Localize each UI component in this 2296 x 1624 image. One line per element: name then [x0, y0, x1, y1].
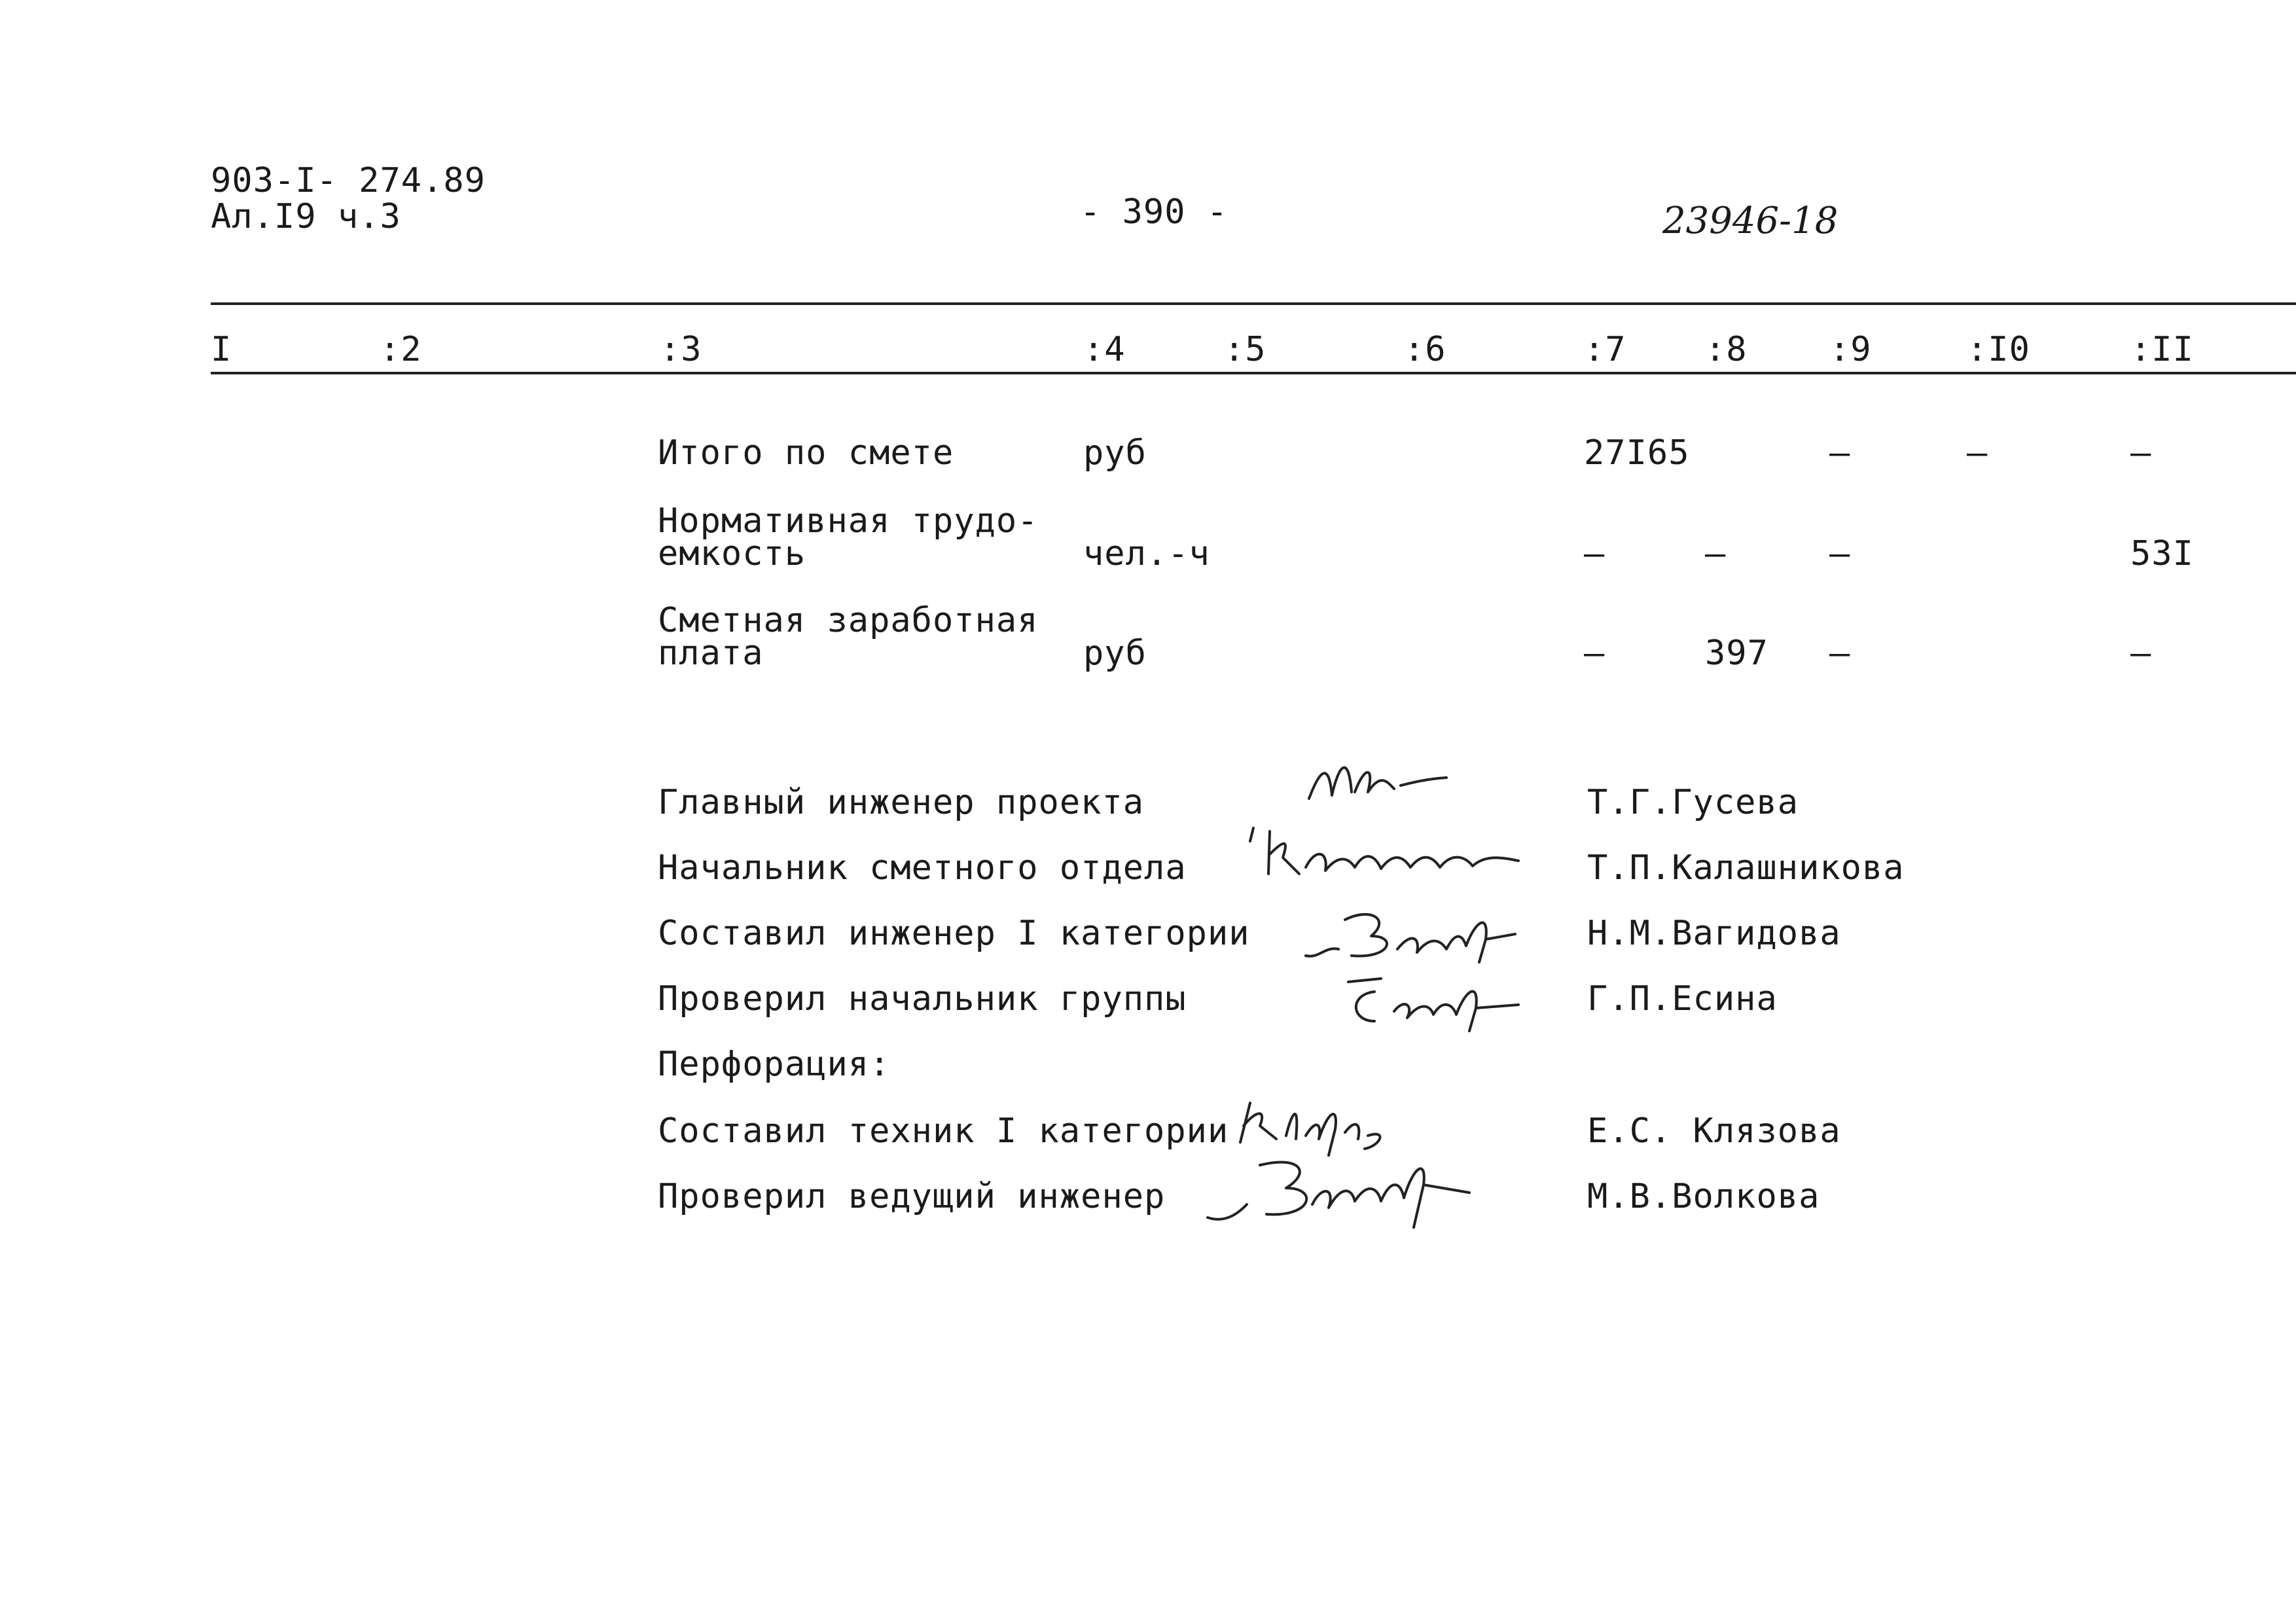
table-header-rule — [211, 372, 2296, 374]
row-label-continued: плата — [658, 634, 764, 673]
signature-name: М.В.Волкова — [1587, 1177, 1820, 1216]
signature-name: Е.С. Клязова — [1587, 1111, 1841, 1151]
row-label: Итого по смете — [658, 433, 954, 473]
signature-role: Начальник сметного отдела — [658, 848, 1187, 888]
column-header-8: :8 — [1705, 330, 1748, 369]
perforation-label: Перфорация: — [658, 1045, 891, 1084]
row-label: Нормативная трудо- — [658, 501, 1039, 541]
handwritten-signature — [1302, 746, 1473, 818]
album-reference: Ал.I9 ч.3 — [211, 197, 401, 236]
column-header-3: :3 — [660, 330, 702, 369]
column-header-5: :5 — [1224, 330, 1266, 369]
signature-name: Н.М.Вагидова — [1587, 914, 1841, 953]
signature-role: Главный инженер проекта — [658, 783, 1145, 822]
cell-col10: – — [1967, 433, 1988, 473]
cell-col9: – — [1829, 433, 1851, 473]
document-number: 23946-18 — [1662, 200, 1839, 242]
cell-col9: – — [1829, 634, 1851, 673]
signature-role: Проверил ведущий инженер — [658, 1177, 1166, 1216]
cell-col9: – — [1829, 534, 1851, 573]
cell-col11: 53I — [2130, 534, 2194, 573]
cell-col8: – — [1705, 534, 1727, 573]
page-number: - 390 - — [1080, 192, 1229, 232]
signature-name: Т.Г.Гусева — [1587, 783, 1799, 822]
handwritten-signature — [1335, 969, 1532, 1034]
signature-role: Составил техник I категории — [658, 1111, 1229, 1151]
table-top-rule — [211, 302, 2296, 305]
column-header-1: I — [211, 330, 232, 369]
row-unit: руб — [1083, 433, 1147, 473]
handwritten-signature — [1244, 821, 1532, 887]
signature-name: Г.П.Есина — [1587, 979, 1778, 1019]
cell-col8: 397 — [1705, 634, 1768, 673]
signature-role: Составил инженер I категории — [658, 914, 1250, 953]
row-unit: руб — [1083, 634, 1147, 673]
column-header-7: :7 — [1584, 330, 1626, 369]
signature-name: Т.П.Калашникова — [1587, 848, 1905, 888]
column-header-11: :II — [2130, 330, 2194, 369]
row-label: Сметная заработная — [658, 601, 1039, 640]
handwritten-signature — [1201, 1146, 1489, 1237]
column-header-4: :4 — [1083, 330, 1126, 369]
row-unit: чел.-ч — [1083, 534, 1210, 573]
cell-col7: 27I65 — [1584, 433, 1690, 473]
cell-col11: – — [2130, 433, 2152, 473]
column-header-2: :2 — [380, 330, 422, 369]
column-header-6: :6 — [1404, 330, 1446, 369]
document-code: 903-I- 274.89 — [211, 161, 486, 200]
handwritten-signature — [1299, 900, 1522, 965]
signature-role: Проверил начальник группы — [658, 979, 1187, 1019]
column-header-10: :I0 — [1967, 330, 2030, 369]
column-header-9: :9 — [1829, 330, 1872, 369]
cell-col7: – — [1584, 634, 1605, 673]
cell-col7: – — [1584, 534, 1605, 573]
row-label-continued: емкость — [658, 534, 806, 573]
cell-col11: – — [2130, 634, 2152, 673]
